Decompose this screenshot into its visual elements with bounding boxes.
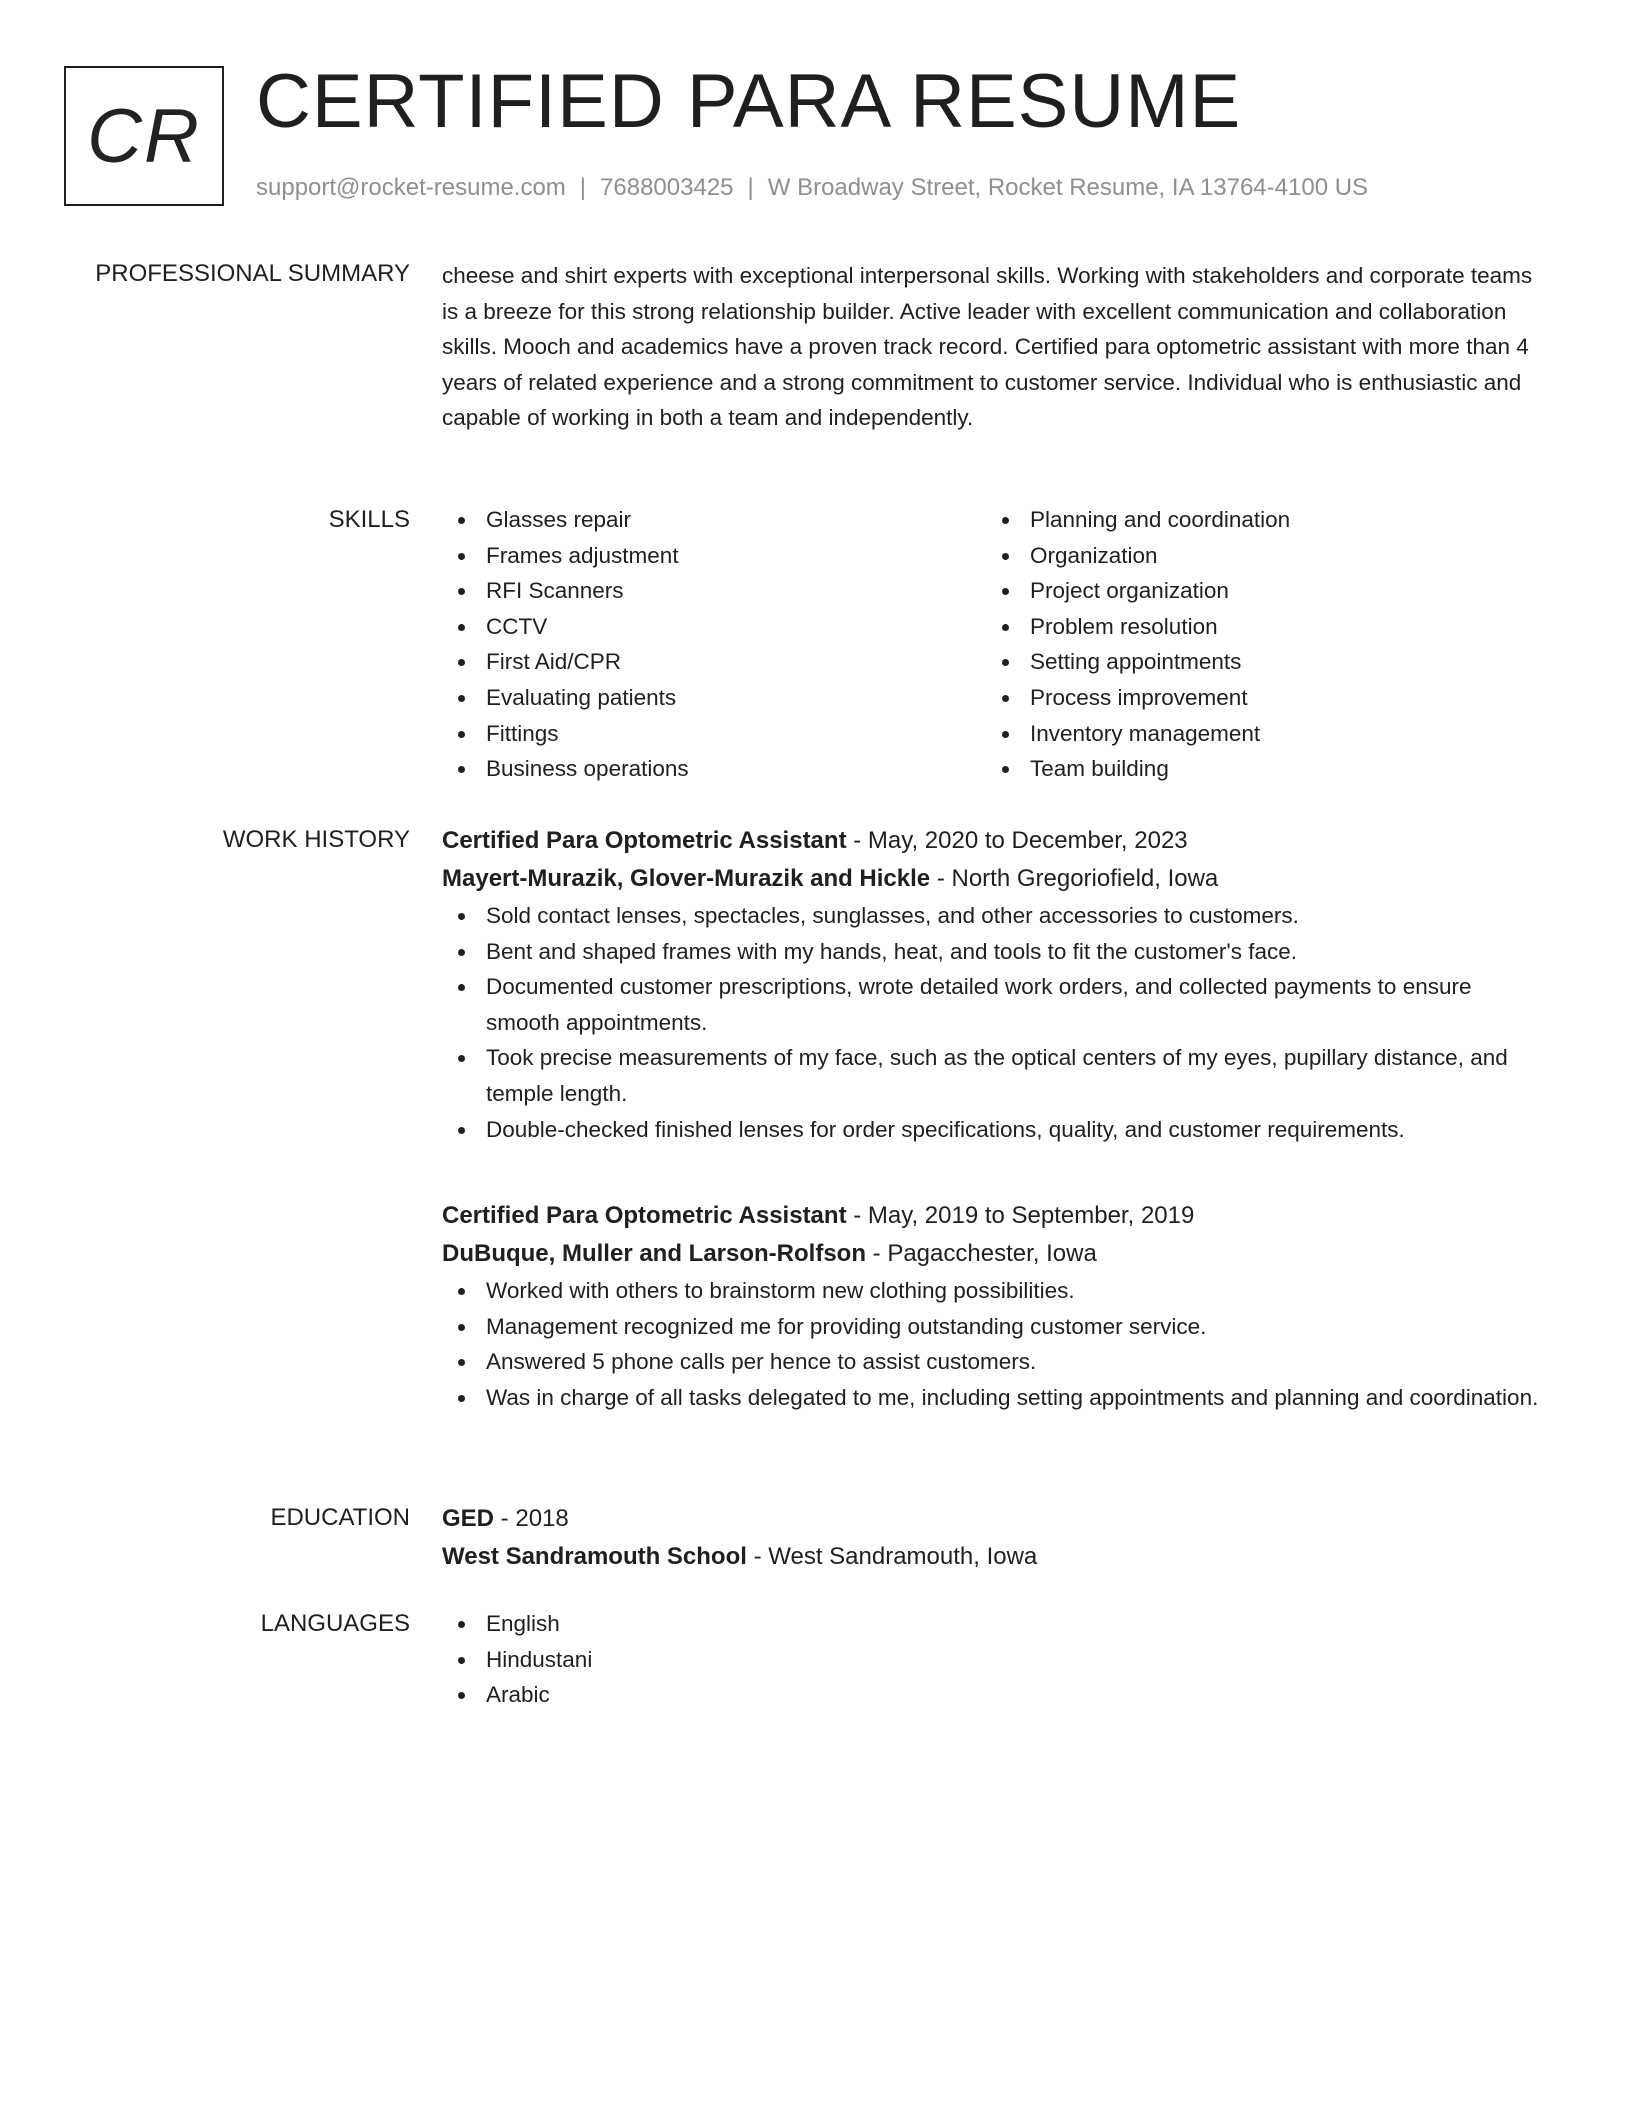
job-entry [442,1197,1542,1415]
education-location: - West Sandramouth, Iowa [746,1543,1038,1570]
education-school-line [442,1538,1542,1576]
job-bullet: Took precise measurements of my face, such as the optical centers of my eyes, pupillary distance, and temple length. [442,1040,1542,1111]
contact-address: W Broadway Street, Rocket Resume, IA 13764-4100 US [767,174,1369,201]
skill-item: Evaluating patients [442,680,986,716]
skill-item: Business operations [442,751,986,787]
job-location: - Pagacchester, Iowa [866,1240,1097,1267]
job-bullet: Management recognized me for providing outstanding customer service. [442,1309,1542,1345]
contact-separator: | [747,174,754,201]
education-school: West Sandramouth School [442,1543,747,1570]
language-item: Hindustani [442,1642,1542,1678]
skill-item: RFI Scanners [442,573,986,609]
language-item: English [442,1606,1542,1642]
job-bullet: Answered 5 phone calls per hence to assist customers. [442,1344,1542,1380]
contact-email: support@rocket-resume.com [256,174,566,201]
skill-item: Team building [986,751,1530,787]
job-dates: - May, 2020 to December, 2023 [846,827,1188,854]
skill-item: CCTV [442,609,986,645]
education-degree: GED [442,1505,495,1532]
education-degree-line [442,1500,1542,1538]
skill-item: First Aid/CPR [442,644,986,680]
section-label-work-history: WORK HISTORY [222,826,410,853]
job-dates: - May, 2019 to September, 2019 [846,1202,1195,1229]
resume-name: CERTIFIED PARA RESUME [256,59,1242,144]
job-bullet: Double-checked finished lenses for order specifications, quality, and customer requirements. [442,1112,1542,1148]
job-bullet: Worked with others to brainstorm new clothing possibilities. [442,1273,1542,1309]
languages-section [442,1606,1542,1713]
job-title: Certified Para Optometric Assistant [442,1202,847,1229]
summary-text: cheese and shirt experts with exceptional interpersonal skills. Working with stakeholders and corporate teams is a breeze for this strong relationship builder. Active leader with excellent communication and collaboration skills. Mooch and academics have a proven track record. Certified para optometric assistant with more than 4 years of related experience and a strong commitment to customer service. Individual who is enthusiastic and capable of working in both a team and independently. [442,263,1533,431]
section-label-languages: LANGUAGES [260,1610,410,1637]
contact-phone: 7688003425 [600,174,734,201]
contact-line [256,172,1368,204]
job-company-line [442,1235,1542,1273]
job-location: - North Gregoriofield, Iowa [930,865,1219,892]
skill-item: Project organization [986,573,1530,609]
job-bullet-list [442,898,1542,1147]
summary-section [442,258,1542,436]
skill-item: Problem resolution [986,609,1530,645]
contact-separator: | [579,174,587,201]
job-title-line [442,822,1542,860]
language-item: Arabic [442,1677,1542,1713]
job-company: Mayert-Murazik, Glover-Murazik and Hickle [442,865,931,892]
job-entry [442,822,1542,1147]
skills-list-left [442,502,986,787]
skill-item: Inventory management [986,716,1530,752]
job-company-line [442,860,1542,898]
monogram-box [64,66,224,206]
section-label-education: EDUCATION [270,1504,410,1531]
skill-item: Fittings [442,716,986,752]
skill-item: Setting appointments [986,644,1530,680]
skill-item: Frames adjustment [442,538,986,574]
skills-list-right [986,502,1530,787]
job-bullet: Bent and shaped frames with my hands, heat, and tools to fit the customer's face. [442,934,1542,970]
skill-item: Process improvement [986,680,1530,716]
job-bullet: Documented customer prescriptions, wrote detailed work orders, and collected payments to ensure smooth appointments. [442,969,1542,1040]
skill-item: Organization [986,538,1530,574]
job-company: DuBuque, Muller and Larson-Rolfson [442,1240,866,1267]
section-label-skills: SKILLS [328,506,410,533]
job-bullet: Sold contact lenses, spectacles, sunglasses, and other accessories to customers. [442,898,1542,934]
job-title-line [442,1197,1542,1235]
section-label-summary: PROFESSIONAL SUMMARY [95,260,410,287]
job-title: Certified Para Optometric Assistant [442,827,847,854]
education-section [442,1500,1542,1576]
job-bullet: Was in charge of all tasks delegated to me, including setting appointments and planning and coordination. [442,1380,1542,1416]
education-year: - 2018 [494,1505,569,1532]
job-bullet-list [442,1273,1542,1415]
skills-section [442,502,1542,787]
skill-item: Planning and coordination [986,502,1530,538]
skill-item: Glasses repair [442,502,986,538]
languages-list [442,1606,1542,1713]
monogram-initials: CR [87,93,201,179]
